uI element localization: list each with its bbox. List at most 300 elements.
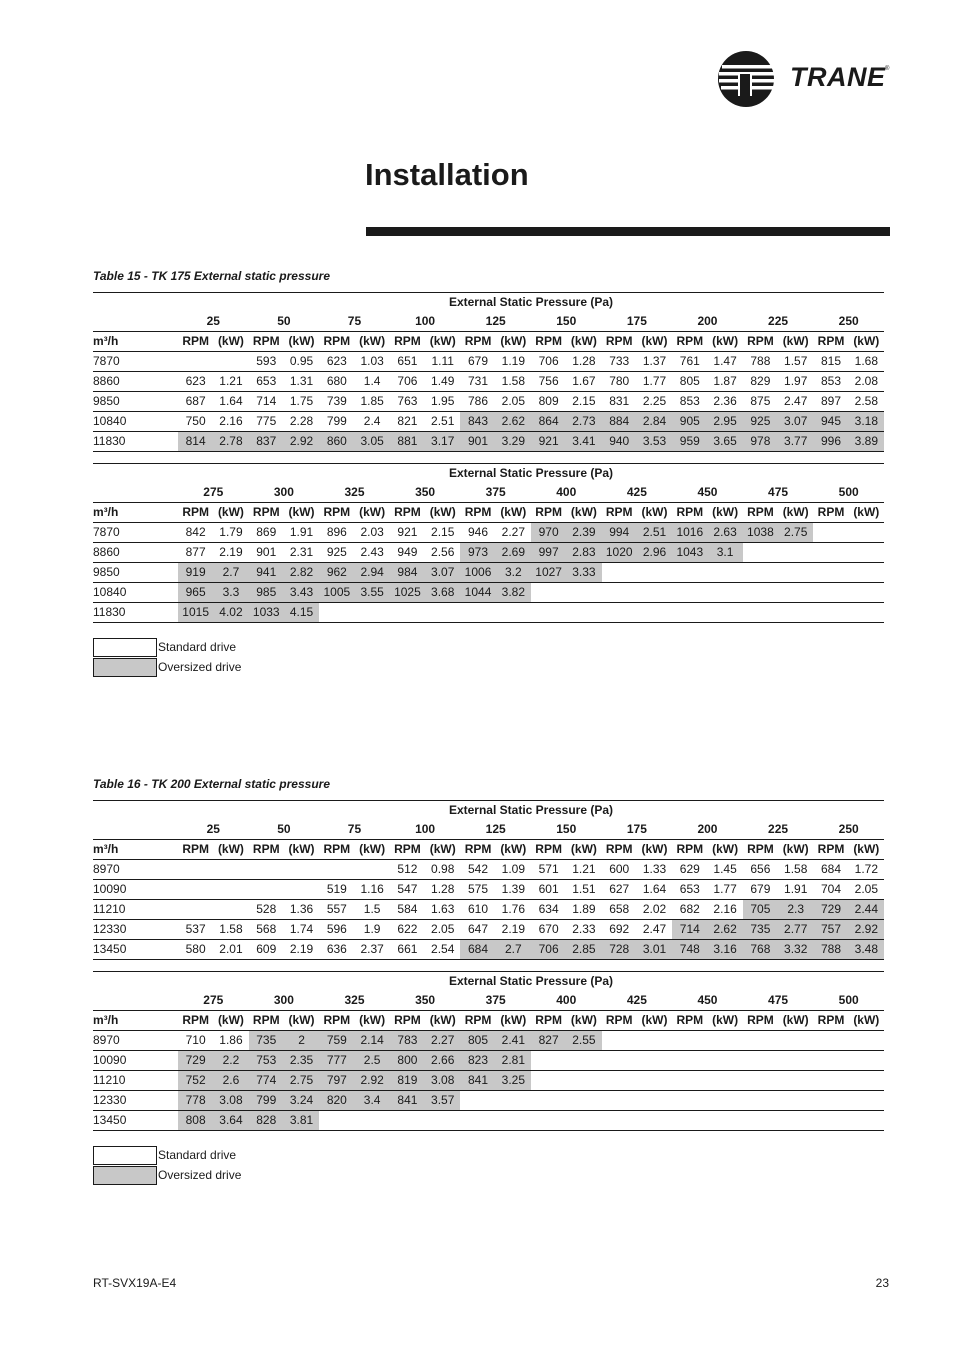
- rpm-cell: [813, 523, 848, 543]
- table-row: [93, 563, 884, 583]
- kw-cell: 2.4: [354, 412, 389, 432]
- kw-cell: [213, 860, 248, 880]
- kw-header: (kW): [354, 1011, 389, 1031]
- header-blank: [93, 464, 178, 484]
- kw-cell: 3.57: [425, 1091, 460, 1111]
- kw-cell: 3.29: [496, 432, 531, 452]
- table-row: [93, 880, 884, 900]
- kw-cell: 2.69: [496, 543, 531, 563]
- kw-cell: 2.83: [566, 543, 601, 563]
- airflow-cell: 11210: [93, 900, 178, 920]
- rpm-header: RPM: [813, 332, 848, 352]
- kw-header: (kW): [425, 840, 460, 860]
- rpm-cell: 634: [531, 900, 566, 920]
- rpm-cell: 1027: [531, 563, 566, 583]
- kw-cell: [849, 563, 884, 583]
- rpm-cell: 1033: [249, 603, 284, 623]
- kw-cell: [849, 1051, 884, 1071]
- table-15-block-2: [93, 463, 884, 623]
- kw-cell: [637, 1111, 672, 1131]
- kw-cell: 1.21: [566, 860, 601, 880]
- table-row: [93, 352, 884, 372]
- kw-header: (kW): [425, 1011, 460, 1031]
- pressure-header: 200: [697, 314, 718, 328]
- kw-cell: 4.15: [284, 603, 319, 623]
- rpm-cell: [602, 1111, 637, 1131]
- table-row: [93, 543, 884, 563]
- table-row: [93, 1031, 884, 1051]
- rpm-cell: 731: [460, 372, 495, 392]
- kw-header: (kW): [213, 840, 248, 860]
- rpm-cell: 622: [390, 920, 425, 940]
- rpm-cell: [390, 603, 425, 623]
- kw-cell: [637, 583, 672, 603]
- rpm-cell: [531, 1051, 566, 1071]
- kw-cell: 1.91: [778, 880, 813, 900]
- rpm-cell: [602, 1051, 637, 1071]
- kw-cell: [284, 860, 319, 880]
- rpm-cell: [178, 352, 213, 372]
- pressure-header: 175: [626, 314, 647, 328]
- table-16-caption: Table 16 - TK 200 External static pressure: [93, 777, 330, 791]
- document-code: RT-SVX19A-E4: [93, 1276, 177, 1290]
- oversized-drive-label: Oversized drive: [158, 660, 242, 674]
- kw-cell: 1.58: [778, 860, 813, 880]
- kw-cell: 2.6: [213, 1071, 248, 1091]
- header-blank: [93, 293, 178, 313]
- rpm-cell: [743, 1051, 778, 1071]
- kw-cell: 3.48: [849, 940, 884, 960]
- kw-cell: 0.95: [284, 352, 319, 372]
- airflow-cell: 11830: [93, 603, 178, 623]
- rpm-cell: 623: [319, 352, 354, 372]
- kw-cell: [213, 880, 248, 900]
- kw-cell: [213, 900, 248, 920]
- kw-cell: 1.75: [284, 392, 319, 412]
- kw-cell: 1.77: [707, 880, 742, 900]
- kw-cell: [566, 1051, 601, 1071]
- rpm-cell: 774: [249, 1071, 284, 1091]
- kw-cell: 3.16: [707, 940, 742, 960]
- kw-cell: 3.64: [213, 1111, 248, 1131]
- kw-cell: 1.91: [284, 523, 319, 543]
- kw-header: (kW): [425, 332, 460, 352]
- airflow-header: m³/h: [93, 332, 178, 352]
- rpm-cell: [813, 563, 848, 583]
- kw-cell: 1.58: [496, 372, 531, 392]
- kw-cell: 1.39: [496, 880, 531, 900]
- rpm-cell: [249, 860, 284, 880]
- rpm-cell: 593: [249, 352, 284, 372]
- kw-cell: [707, 583, 742, 603]
- kw-cell: [637, 1071, 672, 1091]
- pressure-header: 375: [485, 485, 506, 499]
- pressure-header: 500: [838, 993, 859, 1007]
- table-16-block-1: [93, 800, 884, 960]
- rpm-cell: 729: [178, 1051, 213, 1071]
- kw-cell: [778, 603, 813, 623]
- rpm-cell: [672, 1111, 707, 1131]
- kw-header: (kW): [707, 503, 742, 523]
- pressure-header: 350: [415, 485, 436, 499]
- rpm-cell: 647: [460, 920, 495, 940]
- kw-cell: 1.03: [354, 352, 389, 372]
- kw-header: (kW): [566, 332, 601, 352]
- table-row: [93, 1091, 884, 1111]
- kw-cell: 1.77: [637, 372, 672, 392]
- kw-cell: 3.3: [213, 583, 248, 603]
- rpm-cell: 1044: [460, 583, 495, 603]
- rpm-header: RPM: [813, 1011, 848, 1031]
- rpm-cell: 808: [178, 1111, 213, 1131]
- kw-cell: [778, 1111, 813, 1131]
- table-row: [93, 603, 884, 623]
- pressure-header: 425: [626, 993, 647, 1007]
- rpm-cell: 970: [531, 523, 566, 543]
- rpm-header: RPM: [602, 840, 637, 860]
- kw-cell: 1.36: [284, 900, 319, 920]
- airflow-cell: 13450: [93, 1111, 178, 1131]
- rpm-header: RPM: [178, 840, 213, 860]
- kw-cell: [425, 1111, 460, 1131]
- rpm-cell: 837: [249, 432, 284, 452]
- kw-header: (kW): [354, 840, 389, 860]
- pressure-header: 125: [485, 314, 506, 328]
- pressure-header: 100: [415, 314, 436, 328]
- rpm-cell: [813, 1111, 848, 1131]
- kw-cell: 3.33: [566, 563, 601, 583]
- rpm-cell: 542: [460, 860, 495, 880]
- kw-cell: 2.84: [637, 412, 672, 432]
- rpm-header: RPM: [178, 332, 213, 352]
- rpm-cell: [672, 583, 707, 603]
- rpm-cell: 601: [531, 880, 566, 900]
- brand-wordmark: TRANE: [790, 62, 886, 92]
- kw-cell: 1.21: [213, 372, 248, 392]
- rpm-cell: 1006: [460, 563, 495, 583]
- rpm-cell: 1038: [743, 523, 778, 543]
- rpm-cell: 827: [531, 1031, 566, 1051]
- esp-group-header: External Static Pressure (Pa): [178, 801, 884, 821]
- kw-cell: [849, 543, 884, 563]
- pressure-header: 75: [347, 822, 362, 836]
- rpm-cell: 941: [249, 563, 284, 583]
- kw-cell: 3.24: [284, 1091, 319, 1111]
- rpm-cell: 651: [390, 352, 425, 372]
- kw-cell: 2.75: [284, 1071, 319, 1091]
- rpm-cell: 921: [531, 432, 566, 452]
- rpm-cell: 820: [319, 1091, 354, 1111]
- rpm-cell: 925: [319, 543, 354, 563]
- rpm-cell: 547: [390, 880, 425, 900]
- pressure-header: 275: [203, 485, 224, 499]
- kw-header: (kW): [213, 332, 248, 352]
- rpm-cell: [602, 603, 637, 623]
- rpm-cell: [319, 860, 354, 880]
- rpm-cell: 733: [602, 352, 637, 372]
- rpm-header: RPM: [249, 1011, 284, 1031]
- kw-cell: 3.2: [496, 563, 531, 583]
- rpm-cell: 557: [319, 900, 354, 920]
- rpm-cell: 884: [602, 412, 637, 432]
- rpm-cell: 797: [319, 1071, 354, 1091]
- kw-header: (kW): [566, 840, 601, 860]
- rpm-cell: 753: [249, 1051, 284, 1071]
- rpm-cell: [531, 603, 566, 623]
- rpm-header: RPM: [813, 840, 848, 860]
- rpm-header: RPM: [602, 503, 637, 523]
- pressure-header: 275: [203, 993, 224, 1007]
- kw-cell: 1.49: [425, 372, 460, 392]
- rpm-header: RPM: [531, 332, 566, 352]
- rpm-header: RPM: [390, 1011, 425, 1031]
- kw-cell: 2.47: [778, 392, 813, 412]
- rpm-header: RPM: [672, 1011, 707, 1031]
- kw-cell: 2.16: [707, 900, 742, 920]
- pressure-header: 300: [273, 485, 294, 499]
- pressure-header: 50: [277, 822, 291, 836]
- rpm-cell: 860: [319, 432, 354, 452]
- rpm-header: RPM: [743, 840, 778, 860]
- rpm-cell: 752: [178, 1071, 213, 1091]
- rpm-cell: [672, 1051, 707, 1071]
- kw-cell: [849, 583, 884, 603]
- kw-cell: 3.25: [496, 1071, 531, 1091]
- pressure-header: 400: [556, 993, 577, 1007]
- rpm-cell: [813, 543, 848, 563]
- header-blank: [93, 312, 178, 332]
- pressure-header: 250: [838, 314, 859, 328]
- kw-cell: 2.92: [849, 920, 884, 940]
- kw-cell: [707, 603, 742, 623]
- rpm-cell: 1005: [319, 583, 354, 603]
- table-row: [93, 583, 884, 603]
- rpm-cell: [460, 1111, 495, 1131]
- airflow-cell: 10090: [93, 880, 178, 900]
- rpm-cell: 949: [390, 543, 425, 563]
- kw-cell: 1.74: [284, 920, 319, 940]
- kw-cell: 2.15: [425, 523, 460, 543]
- kw-cell: 2.44: [849, 900, 884, 920]
- rpm-cell: 636: [319, 940, 354, 960]
- kw-cell: 1.37: [637, 352, 672, 372]
- kw-cell: [496, 1111, 531, 1131]
- kw-header: (kW): [637, 503, 672, 523]
- kw-cell: 1.5: [354, 900, 389, 920]
- kw-cell: 1.72: [849, 860, 884, 880]
- pressure-header: 225: [768, 822, 789, 836]
- kw-cell: 2.62: [707, 920, 742, 940]
- rpm-cell: [319, 1111, 354, 1131]
- kw-cell: 2.81: [496, 1051, 531, 1071]
- rpm-cell: 684: [460, 940, 495, 960]
- rpm-cell: 710: [178, 1031, 213, 1051]
- rpm-cell: 580: [178, 940, 213, 960]
- kw-cell: 2.96: [637, 543, 672, 563]
- kw-cell: [707, 1111, 742, 1131]
- rpm-cell: 571: [531, 860, 566, 880]
- rpm-cell: [390, 1111, 425, 1131]
- pressure-header: 300: [273, 993, 294, 1007]
- kw-cell: 2.28: [284, 412, 319, 432]
- kw-header: (kW): [566, 1011, 601, 1031]
- kw-cell: 2.31: [284, 543, 319, 563]
- rpm-cell: 984: [390, 563, 425, 583]
- airflow-cell: 8860: [93, 372, 178, 392]
- rpm-cell: 763: [390, 392, 425, 412]
- kw-cell: 2.05: [849, 880, 884, 900]
- header-blank: [93, 991, 178, 1011]
- kw-cell: [707, 1091, 742, 1111]
- rpm-cell: 815: [813, 352, 848, 372]
- airflow-cell: 13450: [93, 940, 178, 960]
- kw-cell: 3.4: [354, 1091, 389, 1111]
- pressure-header: 25: [206, 314, 220, 328]
- kw-cell: 2.73: [566, 412, 601, 432]
- kw-header: (kW): [284, 503, 319, 523]
- rpm-cell: 661: [390, 940, 425, 960]
- rpm-cell: 945: [813, 412, 848, 432]
- rpm-cell: 568: [249, 920, 284, 940]
- rpm-cell: [178, 860, 213, 880]
- kw-cell: 1.51: [566, 880, 601, 900]
- rpm-header: RPM: [319, 332, 354, 352]
- kw-cell: 3.32: [778, 940, 813, 960]
- kw-header: (kW): [707, 840, 742, 860]
- kw-cell: 2.5: [354, 1051, 389, 1071]
- kw-cell: [566, 583, 601, 603]
- kw-cell: 2.19: [496, 920, 531, 940]
- rpm-cell: 978: [743, 432, 778, 452]
- kw-cell: 2.43: [354, 543, 389, 563]
- kw-cell: 3.55: [354, 583, 389, 603]
- kw-cell: [849, 523, 884, 543]
- airflow-cell: 10840: [93, 583, 178, 603]
- rpm-cell: [672, 1071, 707, 1091]
- kw-cell: 1.09: [496, 860, 531, 880]
- rpm-header: RPM: [178, 1011, 213, 1031]
- rpm-cell: [460, 603, 495, 623]
- rpm-cell: [602, 563, 637, 583]
- kw-cell: 2.39: [566, 523, 601, 543]
- pressure-header: 50: [277, 314, 291, 328]
- kw-cell: 3.18: [849, 412, 884, 432]
- rpm-cell: 528: [249, 900, 284, 920]
- rpm-cell: 819: [390, 1071, 425, 1091]
- kw-cell: 2.35: [284, 1051, 319, 1071]
- kw-cell: 2.27: [425, 1031, 460, 1051]
- kw-cell: 2.51: [425, 412, 460, 432]
- rpm-cell: [531, 1071, 566, 1091]
- title-rule: [366, 227, 890, 236]
- kw-cell: [707, 1071, 742, 1091]
- kw-cell: 2.19: [284, 940, 319, 960]
- kw-cell: 3.05: [354, 432, 389, 452]
- rpm-cell: 853: [813, 372, 848, 392]
- kw-cell: [425, 603, 460, 623]
- rpm-cell: [743, 543, 778, 563]
- kw-cell: [566, 1071, 601, 1091]
- kw-cell: 2.27: [496, 523, 531, 543]
- kw-cell: 3.41: [566, 432, 601, 452]
- airflow-cell: 12330: [93, 1091, 178, 1111]
- rpm-cell: [460, 1091, 495, 1111]
- rpm-header: RPM: [178, 503, 213, 523]
- rpm-cell: 841: [460, 1071, 495, 1091]
- kw-cell: 2.3: [778, 900, 813, 920]
- registered-mark: ®: [885, 66, 890, 72]
- table-row: [93, 523, 884, 543]
- kw-cell: 2.63: [707, 523, 742, 543]
- rpm-header: RPM: [672, 503, 707, 523]
- rpm-cell: 629: [672, 860, 707, 880]
- rpm-cell: [813, 1091, 848, 1111]
- rpm-cell: 901: [249, 543, 284, 563]
- kw-cell: [637, 1091, 672, 1111]
- pressure-header: 425: [626, 485, 647, 499]
- rpm-cell: 962: [319, 563, 354, 583]
- kw-cell: [849, 603, 884, 623]
- rpm-header: RPM: [743, 503, 778, 523]
- kw-cell: 2.05: [425, 920, 460, 940]
- kw-cell: 2.08: [849, 372, 884, 392]
- rpm-cell: 653: [249, 372, 284, 392]
- kw-header: (kW): [637, 840, 672, 860]
- rpm-cell: 814: [178, 432, 213, 452]
- kw-header: (kW): [637, 1011, 672, 1031]
- rpm-cell: 821: [390, 412, 425, 432]
- rpm-cell: 705: [743, 900, 778, 920]
- kw-cell: 1.86: [213, 1031, 248, 1051]
- table-row: [93, 412, 884, 432]
- rpm-cell: 1025: [390, 583, 425, 603]
- rpm-cell: [531, 1091, 566, 1111]
- kw-header: (kW): [354, 332, 389, 352]
- rpm-cell: 537: [178, 920, 213, 940]
- pressure-header: 325: [344, 485, 365, 499]
- rpm-cell: 869: [249, 523, 284, 543]
- oversized-drive-swatch: [93, 658, 157, 677]
- rpm-cell: 788: [813, 940, 848, 960]
- rpm-cell: [249, 880, 284, 900]
- rpm-cell: 997: [531, 543, 566, 563]
- airflow-cell: 9850: [93, 563, 178, 583]
- rpm-cell: 841: [390, 1091, 425, 1111]
- rpm-cell: [178, 880, 213, 900]
- rpm-cell: 805: [460, 1031, 495, 1051]
- rpm-cell: 877: [178, 543, 213, 563]
- kw-cell: 2.66: [425, 1051, 460, 1071]
- rpm-cell: 627: [602, 880, 637, 900]
- kw-cell: [284, 880, 319, 900]
- header-blank: [93, 820, 178, 840]
- kw-cell: [354, 860, 389, 880]
- kw-cell: 2.15: [566, 392, 601, 412]
- kw-cell: 2.51: [637, 523, 672, 543]
- pressure-header: 200: [697, 822, 718, 836]
- rpm-cell: [813, 1031, 848, 1051]
- rpm-cell: 735: [249, 1031, 284, 1051]
- rpm-cell: [319, 603, 354, 623]
- rpm-cell: 706: [531, 940, 566, 960]
- rpm-cell: 684: [813, 860, 848, 880]
- kw-cell: 2.02: [637, 900, 672, 920]
- kw-header: (kW): [213, 1011, 248, 1031]
- table-row: [93, 1051, 884, 1071]
- kw-cell: 2.92: [284, 432, 319, 452]
- rpm-cell: 985: [249, 583, 284, 603]
- rpm-cell: 704: [813, 880, 848, 900]
